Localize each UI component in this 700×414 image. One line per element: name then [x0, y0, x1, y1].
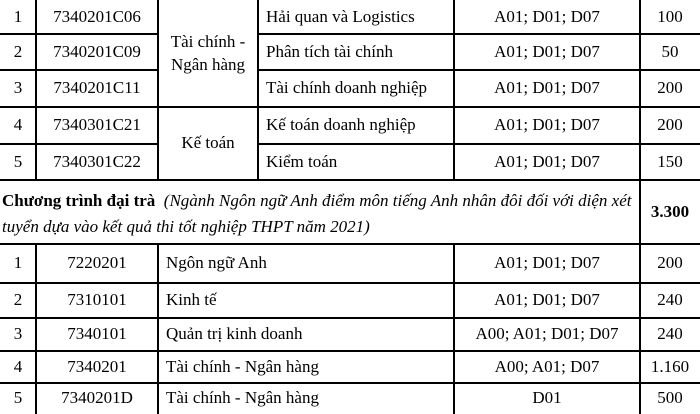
row-combos: A01; D01; D07	[494, 151, 600, 171]
row-combos: A01; D01; D07	[494, 253, 600, 273]
row-major: Ngôn ngữ Anh	[166, 253, 267, 273]
grid-line	[0, 106, 700, 108]
row-quota: 240	[657, 324, 683, 344]
row-code: 7340301C22	[53, 151, 141, 171]
row-quota: 240	[657, 290, 683, 310]
row-stt: 5	[13, 151, 23, 171]
row-quota: 200	[657, 115, 683, 135]
group-finance-line1: Tài chính -	[170, 32, 246, 52]
grid-line	[258, 69, 700, 71]
section-total: 3.300	[650, 202, 690, 221]
row-stt: 4	[13, 115, 23, 135]
grid-line	[35, 244, 37, 414]
row-major: Phân tích tài chính	[266, 41, 394, 61]
grid-line	[639, 0, 641, 244]
row-major: Hải quan và Logistics	[266, 6, 415, 26]
row-combos: A01; D01; D07	[494, 41, 600, 61]
row-code: 7340201C11	[53, 78, 141, 98]
row-combos: A01; D01; D07	[494, 6, 600, 26]
row-major: Tài chính doanh nghiệp	[266, 78, 427, 98]
row-code: 7220201	[67, 253, 127, 273]
row-stt: 3	[13, 324, 23, 344]
grid-line	[639, 244, 641, 414]
section-title: Chương trình đại trà	[2, 191, 156, 210]
row-major: Kinh tế	[166, 290, 217, 310]
row-major: Tài chính - Ngân hàng	[166, 356, 319, 376]
grid-line	[157, 244, 159, 414]
row-major: Kiểm toán	[266, 151, 338, 171]
grid-line	[35, 0, 37, 180]
row-stt: 1	[13, 6, 23, 26]
row-quota: 200	[657, 253, 683, 273]
row-combos: A01; D01; D07	[494, 78, 600, 98]
row-major: Quản trị kinh doanh	[166, 324, 303, 344]
group-finance-banking	[158, 0, 258, 107]
grid-line	[157, 0, 159, 180]
row-quota: 50	[661, 41, 679, 61]
grid-line	[0, 350, 700, 352]
grid-line	[0, 317, 700, 319]
row-quota: 1.160	[650, 356, 690, 376]
grid-line	[258, 33, 700, 35]
row-code: 7340201C06	[53, 6, 141, 26]
grid-line	[453, 244, 455, 414]
grid-line	[0, 382, 700, 384]
grid-line	[0, 143, 158, 145]
row-stt: 5	[13, 388, 23, 408]
section-note: (Ngành Ngôn ngữ Anh điểm môn tiếng Anh nhân đôi đối với diện xét tuyển dựa vào kết quả thi tốt nghiệp THPT năm 2021)	[2, 191, 632, 236]
row-code: 7340101	[67, 324, 127, 344]
row-code: 7340301C21	[53, 115, 141, 135]
row-stt: 1	[13, 253, 23, 273]
section-header	[0, 180, 640, 244]
group-finance-line2: Ngân hàng	[170, 54, 246, 74]
row-major: Kế toán doanh nghiệp	[266, 115, 416, 135]
row-quota: 200	[657, 78, 683, 98]
row-quota: 100	[657, 6, 683, 26]
row-code: 7340201D	[61, 388, 133, 408]
row-code: 7310101	[67, 290, 127, 310]
grid-line	[257, 0, 259, 180]
grid-line	[453, 0, 455, 180]
grid-line	[0, 282, 700, 284]
grid-line	[0, 33, 158, 35]
row-code: 7340201C09	[53, 41, 141, 61]
row-major: Tài chính - Ngân hàng	[166, 388, 319, 408]
row-combos: A01; D01; D07	[494, 290, 600, 310]
row-combos: D01	[532, 388, 562, 408]
grid-line	[0, 69, 158, 71]
row-combos: A00; A01; D07	[494, 356, 600, 376]
row-combos: A00; A01; D01; D07	[475, 324, 619, 344]
row-stt: 4	[13, 356, 23, 376]
group-accounting: Kế toán	[181, 133, 235, 153]
grid-line	[258, 143, 700, 145]
row-combos: A01; D01; D07	[494, 115, 600, 135]
row-stt: 2	[13, 290, 23, 310]
row-quota: 150	[657, 151, 683, 171]
row-stt: 3	[13, 78, 23, 98]
row-code: 7340201	[67, 356, 127, 376]
grid-line	[0, 243, 700, 245]
row-stt: 2	[13, 41, 23, 61]
grid-line	[0, 179, 700, 181]
row-quota: 500	[657, 388, 683, 408]
